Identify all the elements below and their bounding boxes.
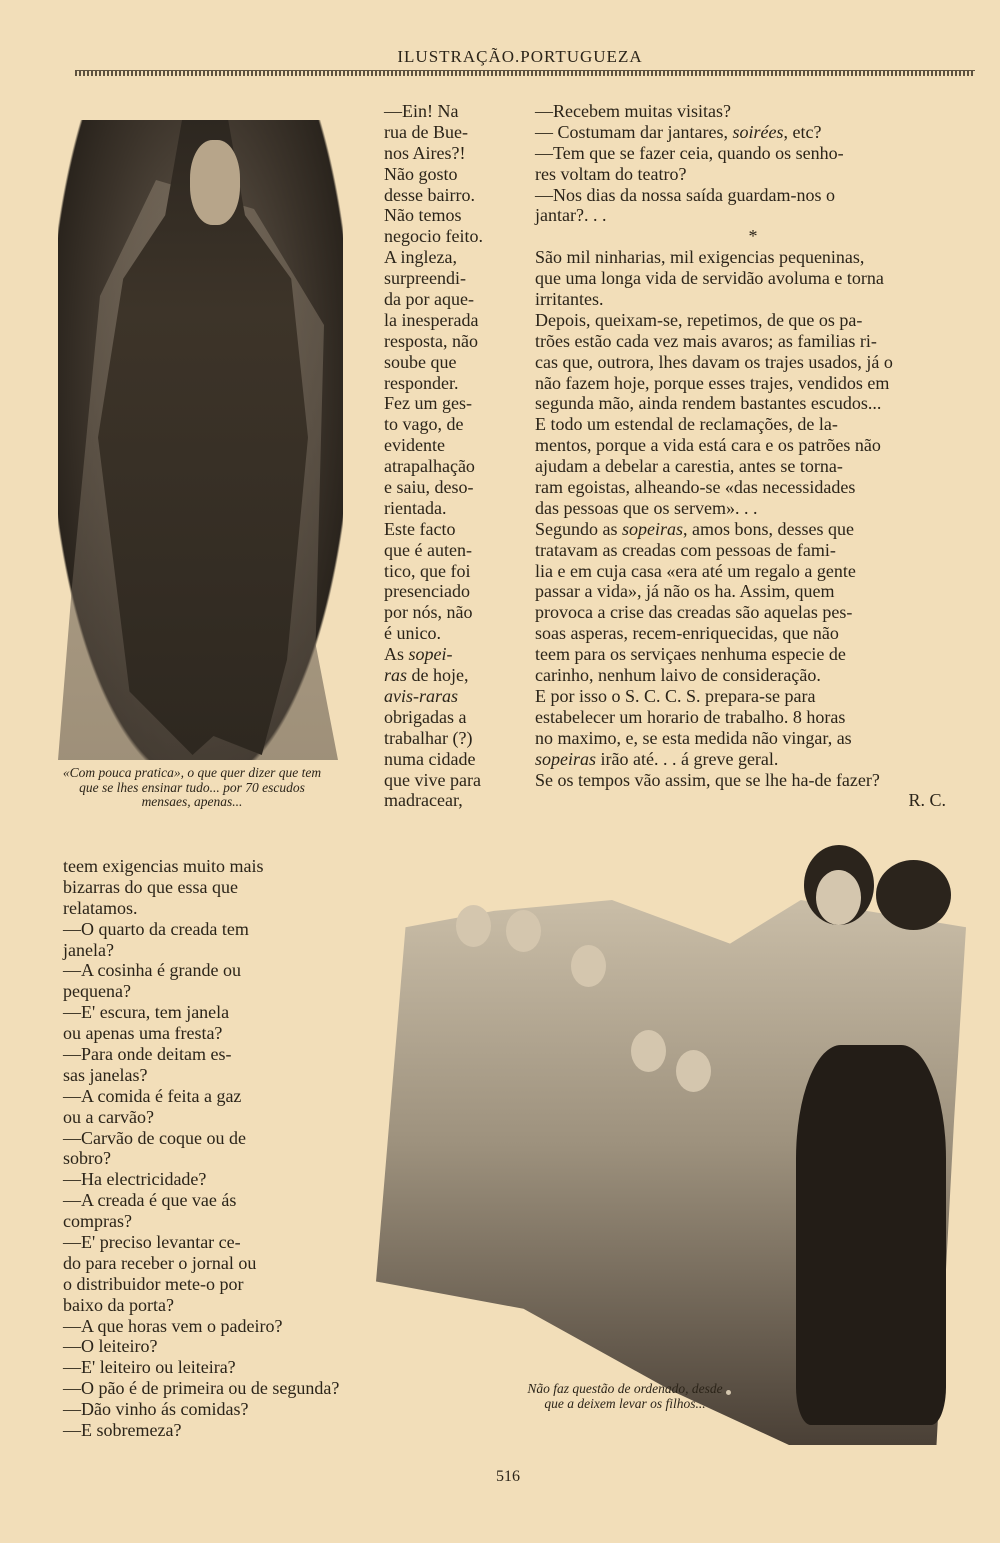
text-line [384, 728, 506, 749]
text-segment: —O leiteiro? [63, 1336, 158, 1357]
text-segment: é unico. [384, 623, 441, 644]
text-line [384, 477, 506, 498]
text-segment: estabelecer um horario de trabalho. 8 horas [535, 706, 846, 727]
text-line [535, 185, 971, 206]
text-segment: res voltam do teatro? [535, 163, 687, 184]
text-line [384, 686, 506, 707]
text-segment: Não temos [384, 205, 462, 226]
text-segment: janela? [63, 939, 114, 960]
text-segment: —Ha electricidade? [63, 1169, 207, 1190]
text-segment: jantar?. . . [535, 205, 607, 226]
text-segment: atrapalhação [384, 456, 475, 477]
text-line [535, 519, 971, 540]
text-segment: rientada. [384, 497, 447, 518]
italic-text: avis-raras [384, 685, 459, 706]
italic-text: soirées [732, 121, 784, 142]
text-segment: Fez um ges- [384, 393, 472, 414]
text-segment: que uma longa vida de servidão avoluma e torna [535, 268, 884, 289]
text-line [535, 602, 971, 623]
text-segment: compras? [63, 1211, 132, 1232]
text-line [535, 770, 971, 791]
photo-face [631, 1030, 666, 1072]
text-segment: ajudam a debelar a carestia, antes se torna- [535, 456, 843, 477]
text-segment: —E' escura, tem janela [63, 1002, 230, 1023]
text-segment: —Carvão de coque ou de [63, 1127, 246, 1148]
italic-text: sopei- [408, 644, 453, 665]
text-segment: segunda mão, ainda rendem bastantes escudos... [535, 393, 882, 414]
text-segment: E por isso o S. C. C. S. prepara-se para [535, 685, 816, 706]
text-line [535, 143, 971, 164]
text-line [384, 393, 506, 414]
text-segment: sas janelas? [63, 1064, 148, 1085]
middle-column-text [384, 101, 506, 811]
text-segment: —A que horas vem o padeiro? [63, 1315, 283, 1336]
text-segment: irão até. . . á greve geral. [596, 748, 779, 769]
text-segment: ram egoistas, alheando-se «das necessidades [535, 477, 856, 498]
text-line [535, 289, 971, 310]
text-segment: R. C. [908, 790, 946, 811]
text-segment: negocio feito. [384, 226, 483, 247]
text-line [384, 122, 506, 143]
page-number: 516 [496, 1468, 520, 1485]
text-line [535, 749, 971, 770]
woman-photo-caption: «Com pouca pratica», o que quer dizer que tem que se lhes ensinar tudo... por 70 escudos mensaes, apenas... [62, 765, 322, 809]
text-line [535, 352, 971, 373]
text-segment: pequena? [63, 981, 131, 1002]
text-line [535, 456, 971, 477]
text-segment: to vago, de [384, 414, 464, 435]
text-line [535, 205, 971, 226]
text-line [384, 247, 506, 268]
text-line [384, 790, 506, 811]
text-line [535, 665, 971, 686]
photo-face [676, 1050, 711, 1092]
text-line [384, 581, 506, 602]
text-line [384, 268, 506, 289]
text-segment: —Para onde deitam es- [63, 1044, 232, 1065]
text-segment: que vive para [384, 769, 481, 790]
text-line [535, 561, 971, 582]
text-line [384, 602, 506, 623]
magazine-title: ILUSTRAÇÃO.PORTUGUEZA [397, 47, 643, 66]
text-line [384, 519, 506, 540]
photo-face [816, 870, 861, 925]
text-segment: resposta, não [384, 330, 478, 351]
text-segment: por nós, não [384, 602, 473, 623]
text-line [384, 331, 506, 352]
photo-face [456, 905, 491, 947]
text-segment: Depois, queixam-se, repetimos, de que os pa- [535, 309, 863, 330]
header-divider [75, 70, 975, 76]
text-segment: provoca a crise das creadas são aquelas pes- [535, 602, 853, 623]
text-segment: de hoje, [407, 665, 469, 686]
text-line [535, 477, 971, 498]
text-line [384, 749, 506, 770]
text-segment: —O pão é de primeira ou de segunda? [63, 1378, 340, 1399]
photo-head [876, 860, 951, 930]
text-segment: que é auten- [384, 539, 472, 560]
text-segment: presenciado [384, 581, 470, 602]
text-segment: não fazem hoje, porque esses trajes, vendidos em [535, 372, 890, 393]
text-segment: e saiu, deso- [384, 477, 474, 498]
text-segment: ou a carvão? [63, 1106, 154, 1127]
text-line [384, 185, 506, 206]
text-line [384, 456, 506, 477]
right-column-text [535, 101, 971, 811]
text-line [384, 540, 506, 561]
text-segment: —A cosinha é grande ou [63, 960, 241, 981]
text-line [384, 498, 506, 519]
photo-woman-with-children [376, 845, 966, 1445]
text-line [384, 373, 506, 394]
text-segment: As [384, 644, 409, 665]
photo-skirt [796, 1045, 946, 1425]
text-segment: Segundo as [535, 518, 622, 539]
text-line [384, 205, 506, 226]
text-segment: responder. [384, 372, 459, 393]
photo-woman-servant [58, 120, 343, 760]
text-segment: —E' leiteiro ou leiteira? [63, 1357, 236, 1378]
text-segment: lia e em cuja casa «era até um regalo a gente [535, 560, 856, 581]
text-line [535, 268, 971, 289]
text-line [535, 414, 971, 435]
text-segment: la inesperada [384, 309, 479, 330]
text-line [384, 101, 506, 122]
text-segment: trabalhar (?) [384, 727, 473, 748]
text-segment: A ingleza, [384, 247, 457, 268]
text-segment: bizarras do que essa que [63, 876, 238, 897]
text-line [535, 790, 971, 811]
text-segment: * [748, 226, 758, 247]
text-segment: sobro? [63, 1148, 111, 1169]
text-segment: rua de Bue- [384, 121, 468, 142]
text-segment: da por aque- [384, 289, 474, 310]
text-segment: do para receber o jornal ou [63, 1252, 257, 1273]
text-line [535, 686, 971, 707]
text-line [535, 435, 971, 456]
text-segment: —Ein! Na [384, 101, 459, 121]
text-segment: tratavam as creadas com pessoas de fami- [535, 539, 836, 560]
text-segment: , amos bons, desses que [683, 518, 854, 539]
text-segment: —Nos dias da nossa saída guardam-nos o [535, 184, 835, 205]
text-segment: , etc? [783, 121, 822, 142]
text-segment: desse bairro. [384, 184, 475, 205]
text-segment: teem exigencias muito mais [63, 856, 264, 876]
italic-text: ras [384, 665, 408, 686]
text-segment: ou apenas uma fresta? [63, 1023, 223, 1044]
text-line [384, 707, 506, 728]
text-line [384, 770, 506, 791]
text-line [384, 310, 506, 331]
text-segment: — Costumam dar jantares, [535, 121, 733, 142]
text-line [384, 352, 506, 373]
text-segment: irritantes. [535, 289, 604, 310]
text-line [535, 540, 971, 561]
text-line [535, 101, 971, 122]
text-segment: cas que, outrora, lhes davam os trajes usados, já o [535, 351, 893, 372]
photo-detail [726, 1390, 731, 1395]
text-segment: —Tem que se fazer ceia, quando os senho- [535, 142, 844, 163]
text-segment: carinho, nenhum laivo de consideração. [535, 665, 821, 686]
text-segment: madracear, [384, 790, 463, 811]
text-segment: das pessoas que os servem». . . [535, 497, 758, 518]
text-segment: mentos, porque a vida está cara e os patrões não [535, 435, 881, 456]
text-line [535, 707, 971, 728]
text-segment: surpreendi- [384, 268, 466, 289]
text-segment: —O quarto da creada tem [63, 918, 249, 939]
text-segment: numa cidade [384, 748, 476, 769]
text-line [384, 665, 506, 686]
text-line [535, 393, 971, 414]
italic-text: sopeiras [622, 518, 684, 539]
text-segment: no maximo, e, se esta medida não vingar, as [535, 727, 852, 748]
children-photo-caption: Não faz questão de ordenado, desde que a deixem levar os filhos... [527, 1381, 723, 1411]
text-line [535, 498, 971, 519]
text-line [384, 623, 506, 644]
text-line [384, 289, 506, 310]
photo-face [506, 910, 541, 952]
text-line [535, 373, 971, 394]
text-line [535, 644, 971, 665]
photo-face [190, 140, 240, 225]
text-segment: E todo um estendal de reclamações, de la- [535, 414, 838, 435]
text-segment: —E sobremeza? [63, 1420, 182, 1441]
text-segment: —A comida é feita a gaz [63, 1085, 242, 1106]
text-line [535, 310, 971, 331]
text-segment: o distribuidor mete-o por [63, 1273, 244, 1294]
text-segment: relatamos. [63, 897, 138, 918]
text-line [535, 122, 971, 143]
text-line [535, 226, 971, 247]
text-line [384, 164, 506, 185]
text-segment: soas asperas, recem-enriquecidas, que não [535, 623, 839, 644]
italic-text: sopeiras [535, 748, 597, 769]
text-line [384, 435, 506, 456]
text-segment: teem para os serviçaes nenhuma especie de [535, 644, 846, 665]
text-segment: baixo da porta? [63, 1294, 174, 1315]
text-line [384, 143, 506, 164]
text-segment: obrigadas a [384, 706, 467, 727]
text-line [535, 728, 971, 749]
text-segment: trões estão cada vez mais avaros; as familias ri- [535, 330, 877, 351]
text-segment: —Recebem muitas visitas? [535, 101, 731, 121]
text-line [535, 247, 971, 268]
text-segment: Não gosto [384, 163, 458, 184]
text-line [535, 331, 971, 352]
text-segment: Este facto [384, 518, 456, 539]
text-segment: —Dão vinho ás comidas? [63, 1399, 249, 1420]
text-segment: —E' preciso levantar ce- [63, 1232, 241, 1253]
text-segment: —A creada é que vae ás [63, 1190, 237, 1211]
text-segment: passar a vida», já não os ha. Assim, quem [535, 581, 835, 602]
text-segment: tico, que foi [384, 560, 471, 581]
text-line [535, 581, 971, 602]
text-segment: soube que [384, 351, 457, 372]
text-line [384, 414, 506, 435]
text-segment: evidente [384, 435, 445, 456]
text-line [384, 561, 506, 582]
text-line [535, 623, 971, 644]
text-line [384, 644, 506, 665]
text-line [384, 226, 506, 247]
text-segment: nos Aires?! [384, 142, 466, 163]
text-line [535, 164, 971, 185]
photo-face [571, 945, 606, 987]
text-segment: São mil ninharias, mil exigencias pequeninas, [535, 247, 865, 268]
text-segment: Se os tempos vão assim, que se lhe ha-de fazer? [535, 769, 880, 790]
